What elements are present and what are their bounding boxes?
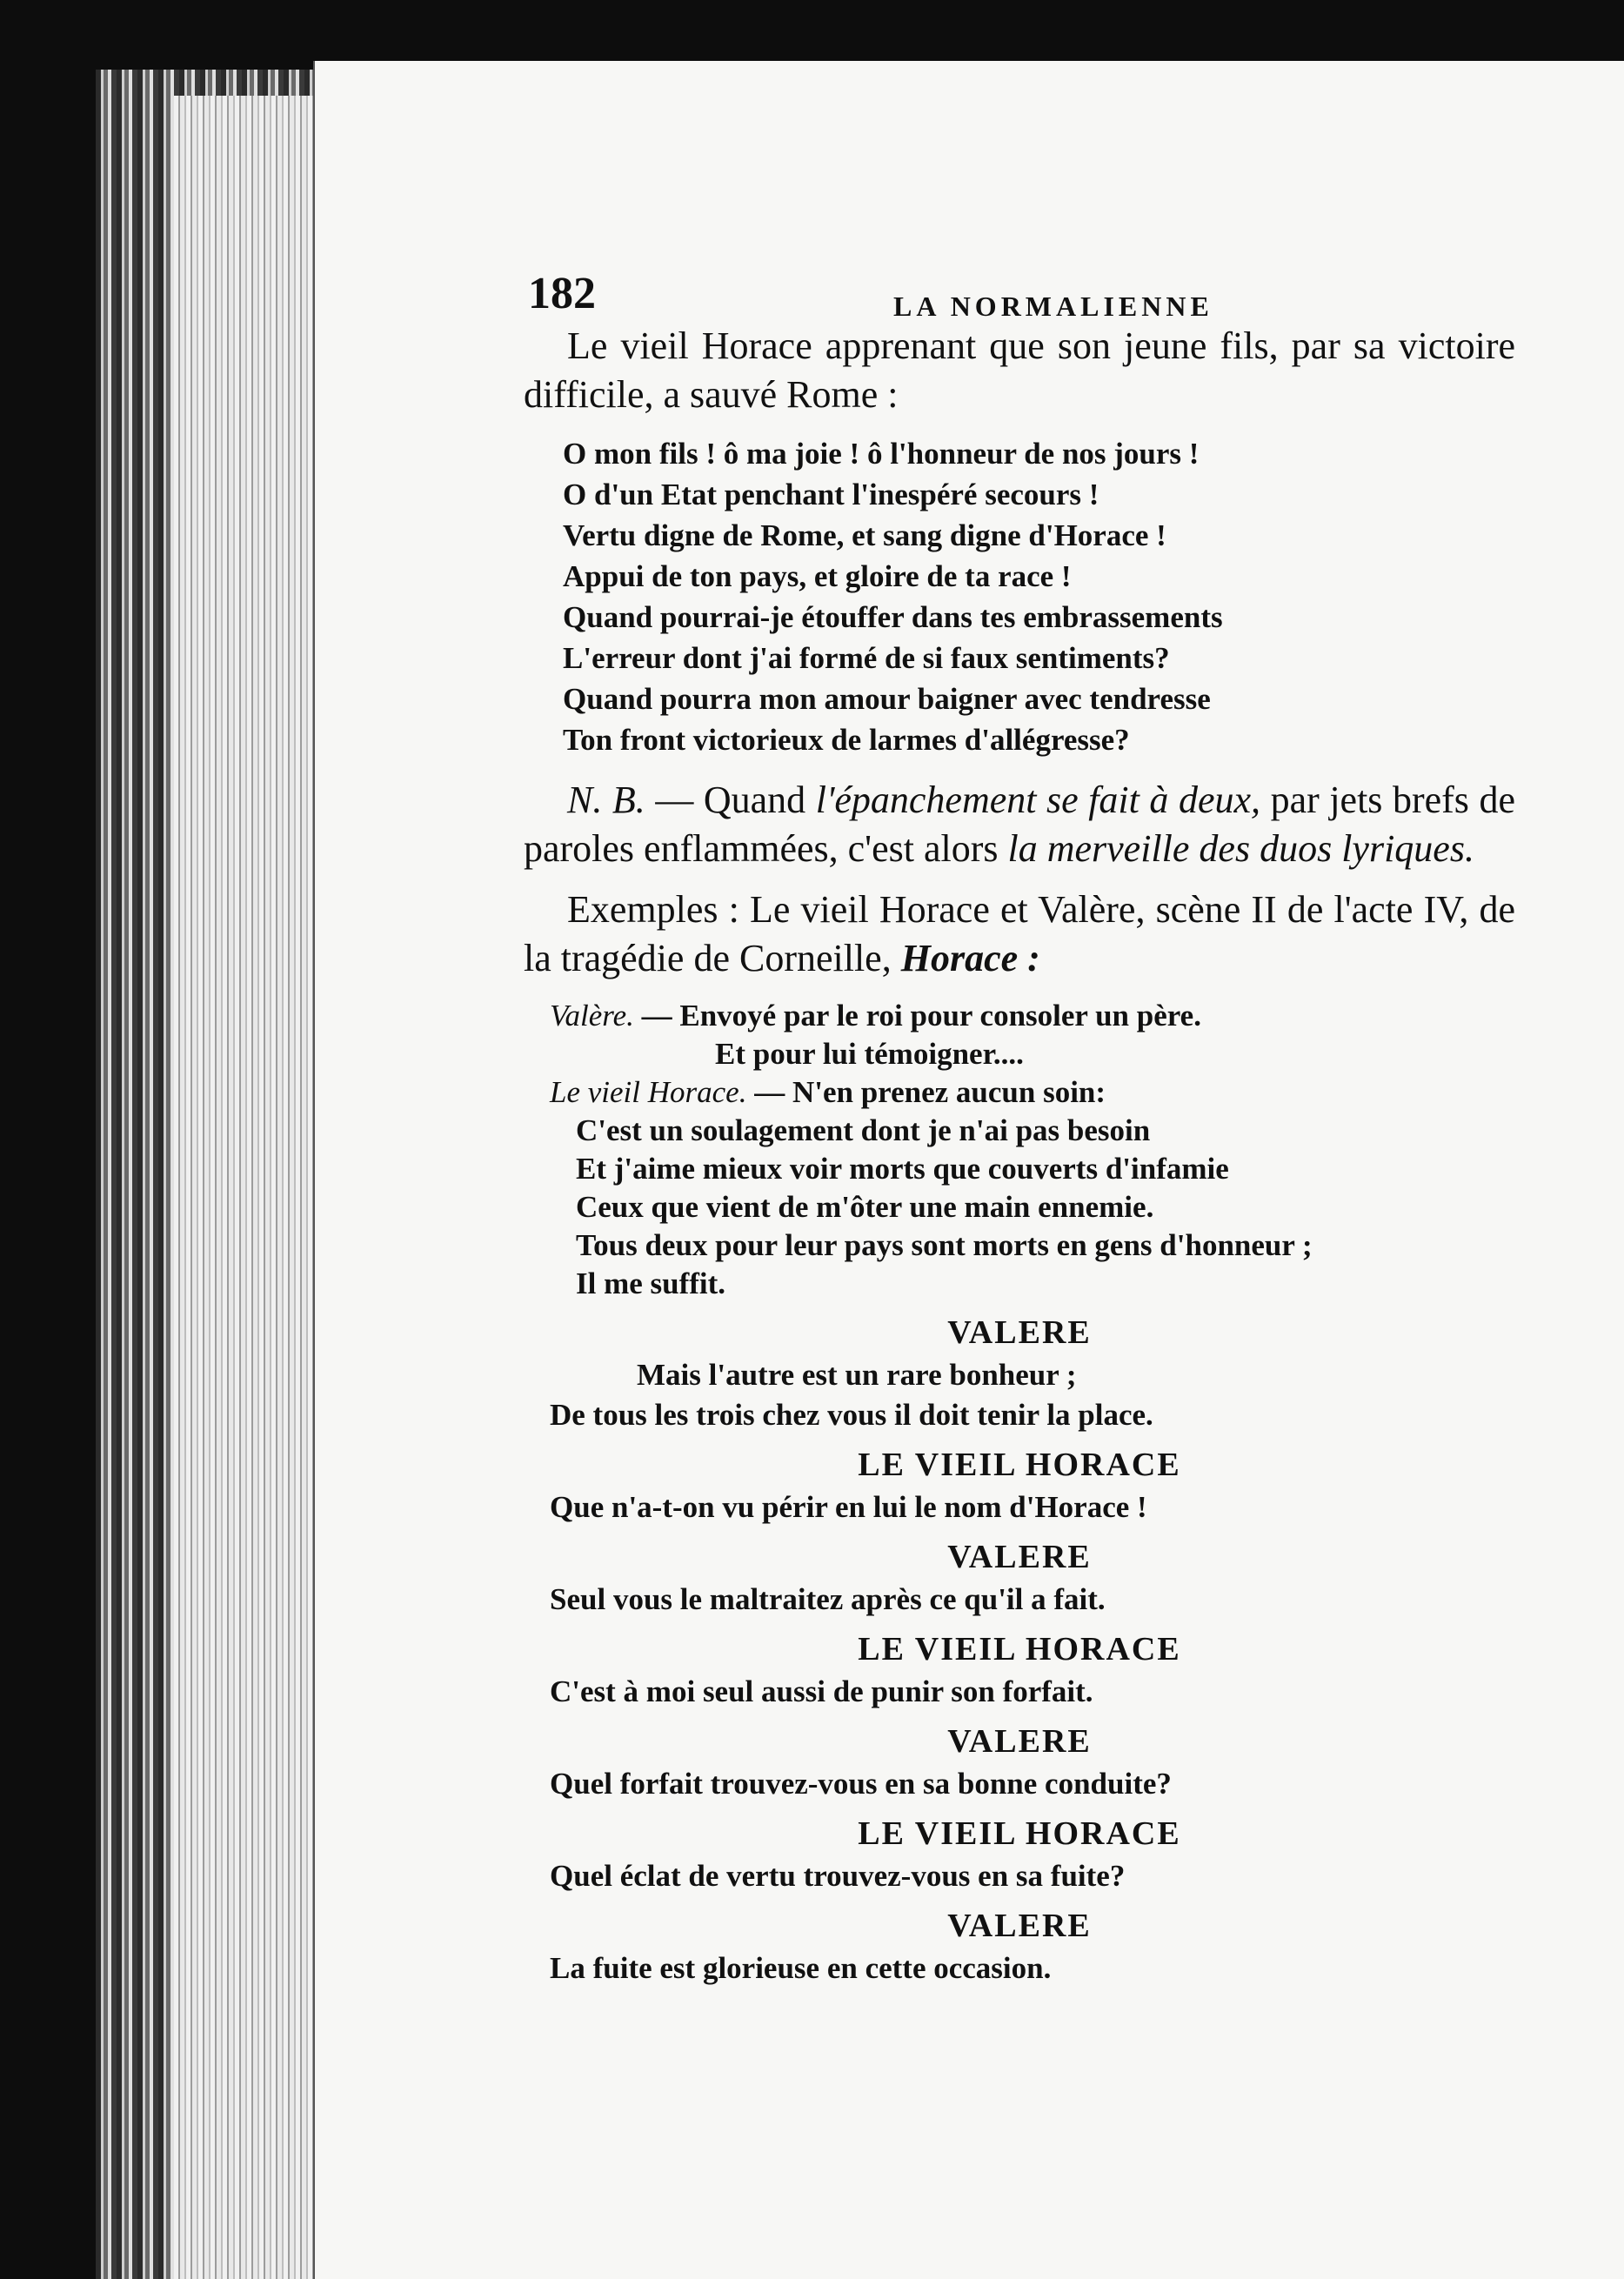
exchange-line: Mais l'autre est un rare bonheur ; [637,1358,1077,1392]
page-content [524,322,1515,1988]
exchange-line: Quel forfait trouvez-vous en sa bonne conduite? [550,1767,1172,1801]
speaker-heading: LE VIEIL HORACE [858,1631,1181,1667]
speaker-vieil-horace: Le vieil Horace. [550,1075,747,1109]
verse-passage [563,433,1515,760]
nb-label: N. B. [567,779,645,821]
speaker-valere: Valère. [550,999,634,1033]
verse-line: O d'un Etat penchant l'inespéré secours ! [563,478,1099,511]
exchange-horace-1 [524,1442,1515,1527]
dialogue-line: Il me suffit. [576,1266,726,1300]
page-edges-light [174,96,322,2279]
speaker-heading: LE VIEIL HORACE [858,1447,1181,1483]
speaker-heading: VALERE [947,1723,1092,1760]
speaker-heading: LE VIEIL HORACE [858,1815,1181,1852]
dialogue-line: Valère. — Envoyé par le roi pour consoler un père. [550,999,1201,1033]
exchange-valere-3 [524,1719,1515,1804]
exchange-line: Que n'a-t-on vu périr en lui le nom d'Horace ! [550,1490,1147,1524]
dialogue-line: Ceux que vient de m'ôter une main ennemie. [576,1190,1154,1224]
exchange-valere-4 [524,1903,1515,1988]
book-page [313,61,1624,2279]
running-head: LA NORMALIENNE [893,291,1213,322]
speaker-heading: VALERE [947,1314,1092,1351]
exchange-valere-1 [524,1310,1515,1435]
verse-line: Ton front victorieux de larmes d'allégresse? [563,723,1130,757]
speaker-heading: VALERE [947,1908,1092,1944]
verse-line: L'erreur dont j'ai formé de si faux sentiments? [563,641,1170,675]
verse-line: Appui de ton pays, et gloire de ta race ! [563,559,1072,593]
examples-paragraph [524,886,1515,983]
exchange-line: Quel éclat de vertu trouvez-vous en sa fuite? [550,1859,1126,1893]
dialogue-block [550,997,1515,1303]
dialogue-line: Le vieil Horace. — N'en prenez aucun soin: [550,1075,1106,1109]
exchange-line: De tous les trois chez vous il doit tenir la place. [550,1398,1153,1432]
nb-text: par jets brefs de paroles enflammées, c'est alors [524,779,1515,870]
dialogue-line: Et pour lui témoigner.... [715,1037,1024,1071]
examples-title: Horace : [900,937,1040,979]
exchange-line: La fuite est glorieuse en cette occasion. [550,1951,1052,1985]
verse-line: Vertu digne de Rome, et sang digne d'Horace ! [563,518,1166,552]
verse-line: Quand pourra mon amour baigner avec tendresse [563,682,1211,716]
nb-paragraph [524,776,1515,873]
exchange-valere-2 [524,1534,1515,1620]
nb-dash: — Quand [645,779,816,821]
exchange-line: Seul vous le maltraitez après ce qu'il a fait. [550,1582,1106,1616]
speaker-heading: VALERE [947,1539,1092,1575]
dialogue-line: C'est un soulagement dont je n'ai pas besoin [576,1113,1151,1147]
verse-line: Quand pourrai-je étouffer dans tes embrassements [563,600,1223,634]
examples-text: Exemples : Le vieil Horace et Valère, scène II de l'acte IV, de la tragédie de Corneille, [524,888,1515,979]
nb-italic-2: la merveille des duos lyriques. [1007,827,1474,870]
intro-paragraph: Le vieil Horace apprenant que son jeune fils, par sa victoire difficile, a sauvé Rome : [524,324,1515,416]
nb-italic-1: l'épanchement se fait à deux, [815,779,1261,821]
page-header [528,224,1478,320]
dialogue-line: Et j'aime mieux voir morts que couverts d'infamie [576,1152,1229,1186]
dialogue-line: Tous deux pour leur pays sont morts en gens d'honneur ; [576,1228,1313,1262]
verse-line: O mon fils ! ô ma joie ! ô l'honneur de nos jours ! [563,437,1200,471]
exchange-horace-2 [524,1627,1515,1712]
exchange-line: C'est à moi seul aussi de punir son forfait. [550,1674,1093,1708]
page-number: 182 [528,269,596,318]
exchange-horace-3 [524,1811,1515,1896]
